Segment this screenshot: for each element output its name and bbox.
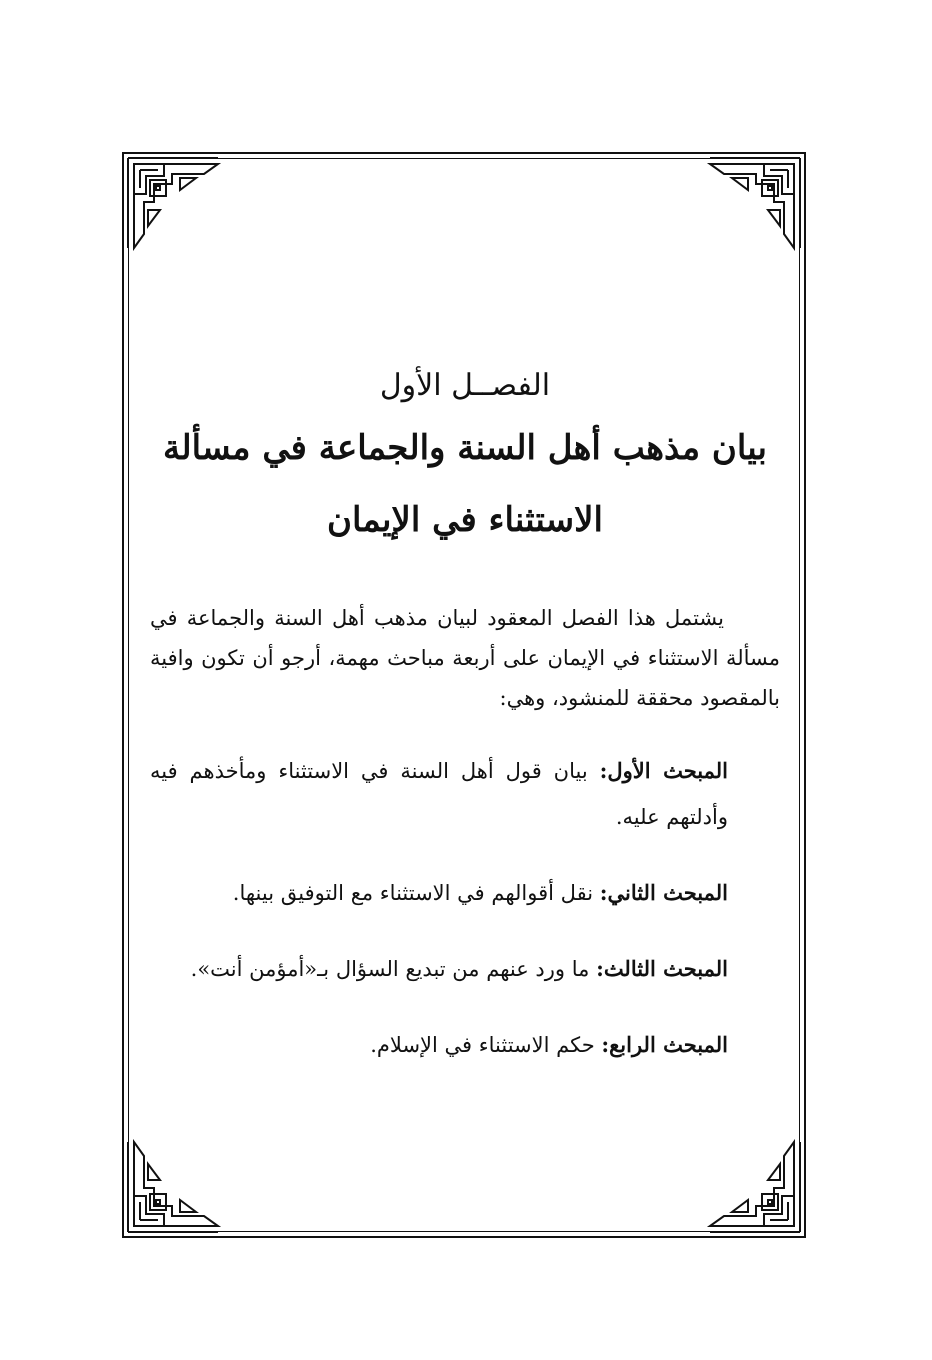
corner-ornament-bottom-right bbox=[706, 1138, 804, 1236]
corner-ornament-top-left bbox=[124, 154, 222, 252]
section-4 bbox=[150, 1022, 780, 1068]
section-2-text: نقل أقوالهم في الاستثناء مع التوفيق بينها. bbox=[232, 881, 600, 905]
chapter-title-line-2: الاستثناء في الإيمان bbox=[326, 500, 603, 540]
intro-paragraph: يشتمل هذا الفصل المعقود لبيان مذهب أهل السنة والجماعة في مسألة الاستثناء في الإيمان على أربعة مباحث مهمة، أرجو أن تكون وافية بالمقصود محققة للمنشود، وهي: bbox=[150, 606, 780, 710]
corner-ornament-top-right bbox=[706, 154, 804, 252]
corner-ornament-bottom-left bbox=[124, 1138, 222, 1236]
section-3 bbox=[150, 946, 780, 992]
chapter-label: الفصــل الأول bbox=[379, 368, 551, 403]
section-4-text: حكم الاستثناء في الإسلام. bbox=[370, 1033, 602, 1057]
section-2 bbox=[150, 870, 780, 916]
section-1-text: بيان قول أهل السنة في الاستثناء ومأخذهم فيه وأدلتهم عليه. bbox=[150, 759, 728, 829]
section-2-label: المبحث الثاني: bbox=[599, 880, 728, 905]
section-1-label: المبحث الأول: bbox=[599, 758, 728, 783]
chapter-content bbox=[150, 360, 780, 1068]
section-4-label: المبحث الرابع: bbox=[601, 1032, 728, 1057]
section-1 bbox=[150, 748, 780, 840]
section-3-text: ما ورد عنهم من تبديع السؤال بـ«أمؤمن أنت». bbox=[190, 957, 597, 981]
chapter-title-line-1: بيان مذهب أهل السنة والجماعة في مسألة bbox=[163, 428, 767, 468]
section-3-label: المبحث الثالث: bbox=[596, 956, 728, 981]
